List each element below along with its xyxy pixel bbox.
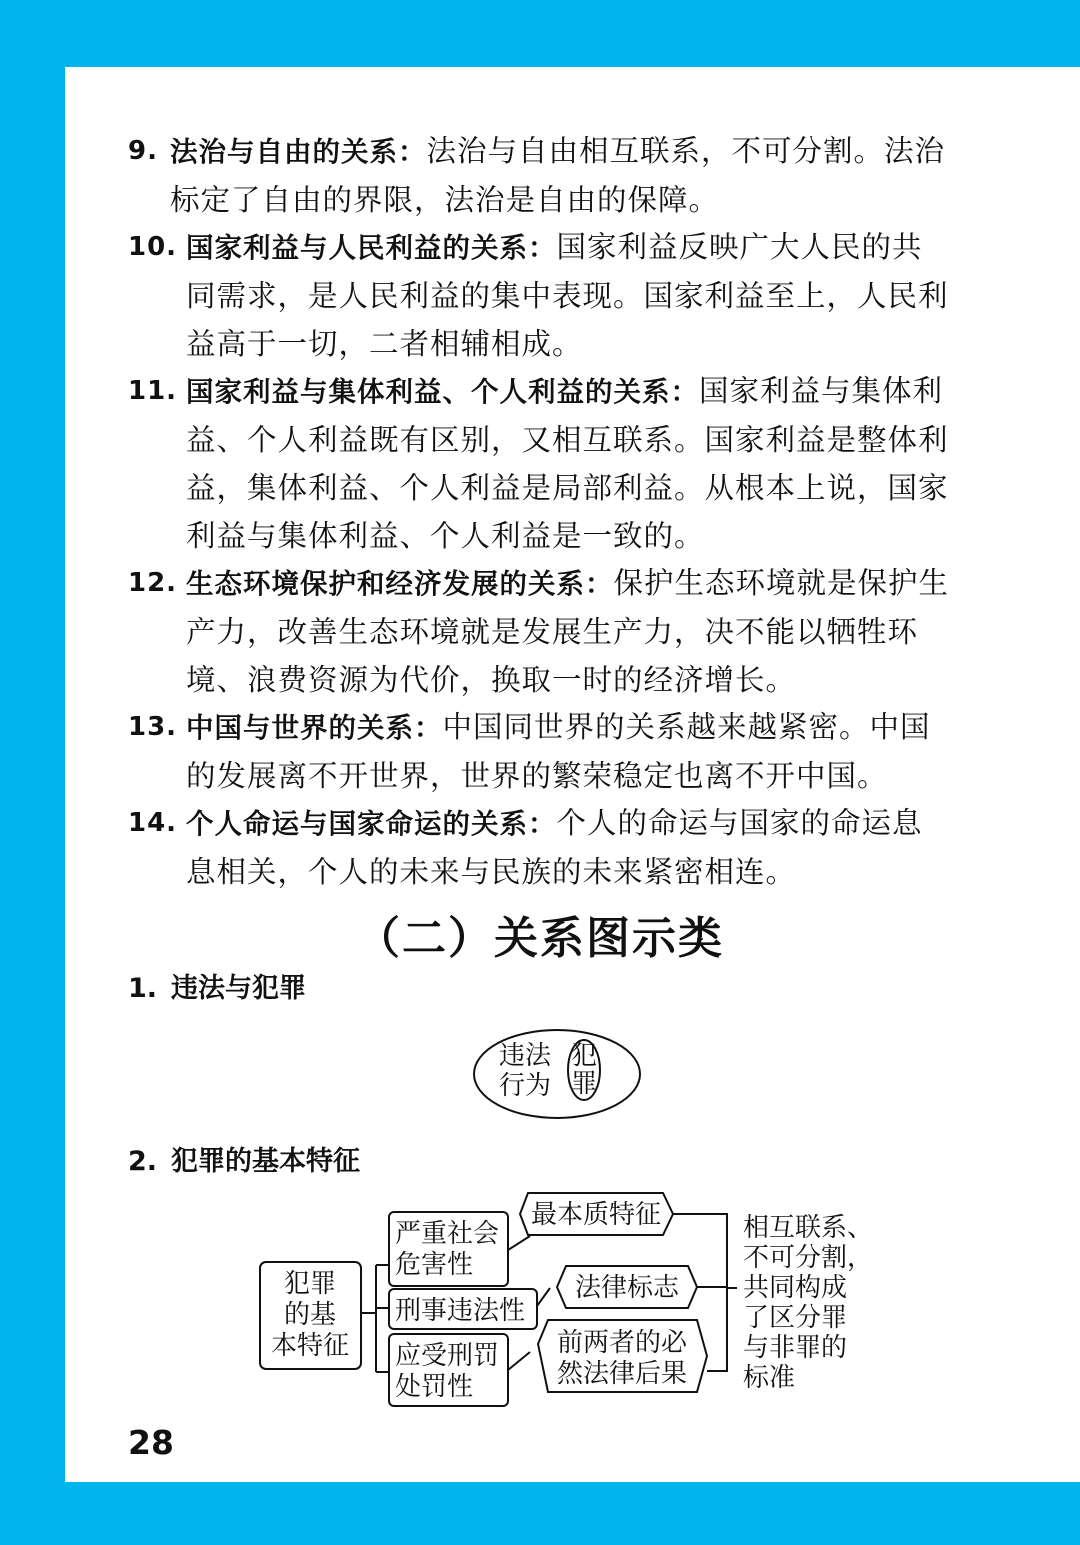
item-body: 个人的命运与国家的命运息息相关，个人的未来与民族的未来紧密相连。 [186, 806, 923, 889]
outer-label-line1: 违法 [498, 1041, 552, 1071]
item-heading: 国家利益与人民利益的关系： [186, 232, 557, 264]
item-body: 中国同世界的关系越来越紧密。中国的发展离不开世界，世界的繁荣稳定也离不开中国。 [186, 710, 931, 793]
connector-2 [537, 1288, 550, 1306]
conclusion-line1: 相互联系、 [743, 1213, 874, 1243]
root-line1: 犯罪 [283, 1269, 337, 1299]
inner-label-line2: 罪 [570, 1069, 598, 1099]
root-line2: 的基 [283, 1300, 337, 1330]
item-number: 12. [128, 568, 178, 598]
feature-1-line2: 危害性 [395, 1250, 474, 1280]
item-heading: 法治与自由的关系： [170, 136, 427, 168]
item-body: 国家利益与集体利益、个人利益既有区别，又相互联系。国家利益是整体利益，集体利益、个人利益是局部利益。从根本上说，国家利益与集体利益、个人利益是一致的。 [186, 374, 949, 553]
venn-diagram [470, 1026, 650, 1122]
conclusion-line5: 与非罪的 [743, 1333, 848, 1363]
root-bracket [361, 1265, 389, 1372]
list-item-12 [128, 559, 952, 704]
item-body: 保护生态环境就是保护生产力，改善生态环境就是发展生产力，决不能以牺牲环境、浪费资源为代价，换取一时的经济增长。 [186, 566, 950, 697]
section-title: （二）关系图示类 [356, 913, 724, 964]
feature-1-line1: 严重社会 [395, 1219, 500, 1249]
root-line3: 本特征 [270, 1331, 350, 1361]
item-number: 14. [128, 808, 178, 838]
item-number: 13. [128, 712, 178, 742]
conclusion-line4: 了区分罪 [743, 1303, 848, 1333]
tag-3-line2: 然法律后果 [556, 1359, 688, 1389]
list-item-10 [128, 223, 952, 368]
item-heading: 中国与世界的关系： [186, 712, 443, 744]
conclusion-line3: 共同构成 [743, 1273, 848, 1303]
conclusion-line6: 标准 [743, 1363, 796, 1393]
list-item-14 [128, 799, 952, 896]
item-heading: 国家利益与集体利益、个人利益的关系： [186, 376, 699, 408]
inner-label-line1: 犯 [570, 1041, 598, 1071]
page-number: 28 [128, 1423, 174, 1462]
diagram1-title: 违法与犯罪 [171, 973, 307, 1004]
diagram2-number: 2. [128, 1146, 158, 1177]
list-item-11 [128, 367, 952, 560]
item-body: 国家利益反映广大人民的共同需求，是人民利益的集中表现。国家利益至上，人民利益高于一切，二者相辅相成。 [186, 230, 949, 361]
feature-3-line1: 应受刑罚 [395, 1341, 500, 1371]
conclusion-line2: 不可分割， [743, 1243, 874, 1273]
list-item-13 [128, 703, 952, 800]
diagram1-number: 1. [128, 973, 158, 1004]
item-heading: 个人命运与国家命运的关系： [186, 808, 557, 840]
outer-label-line2: 行为 [498, 1071, 552, 1101]
item-number: 11. [128, 376, 178, 406]
diagram2-heading [128, 1139, 360, 1178]
item-body: 法治与自由相互联系，不可分割。法治标定了自由的界限，法治是自由的保障。 [170, 134, 946, 217]
feature-3-line2: 处罚性 [395, 1372, 474, 1402]
crime-features-diagram [250, 1180, 900, 1412]
item-heading: 生态环境保护和经济发展的关系： [186, 568, 614, 600]
diagram2-title: 犯罪的基本特征 [171, 1146, 361, 1177]
connector-1 [508, 1236, 530, 1250]
list-item-9 [128, 127, 952, 224]
connector-3 [508, 1352, 530, 1370]
diagram1-heading [128, 966, 306, 1005]
tag-2-line1: 法律标志 [574, 1273, 680, 1303]
tag-3-line1: 前两者的必 [556, 1328, 688, 1358]
tag-1-line1: 最本质特征 [530, 1200, 662, 1230]
item-number: 9. [128, 136, 158, 166]
item-number: 10. [128, 232, 178, 262]
feature-2-line1: 刑事违法性 [395, 1296, 526, 1326]
